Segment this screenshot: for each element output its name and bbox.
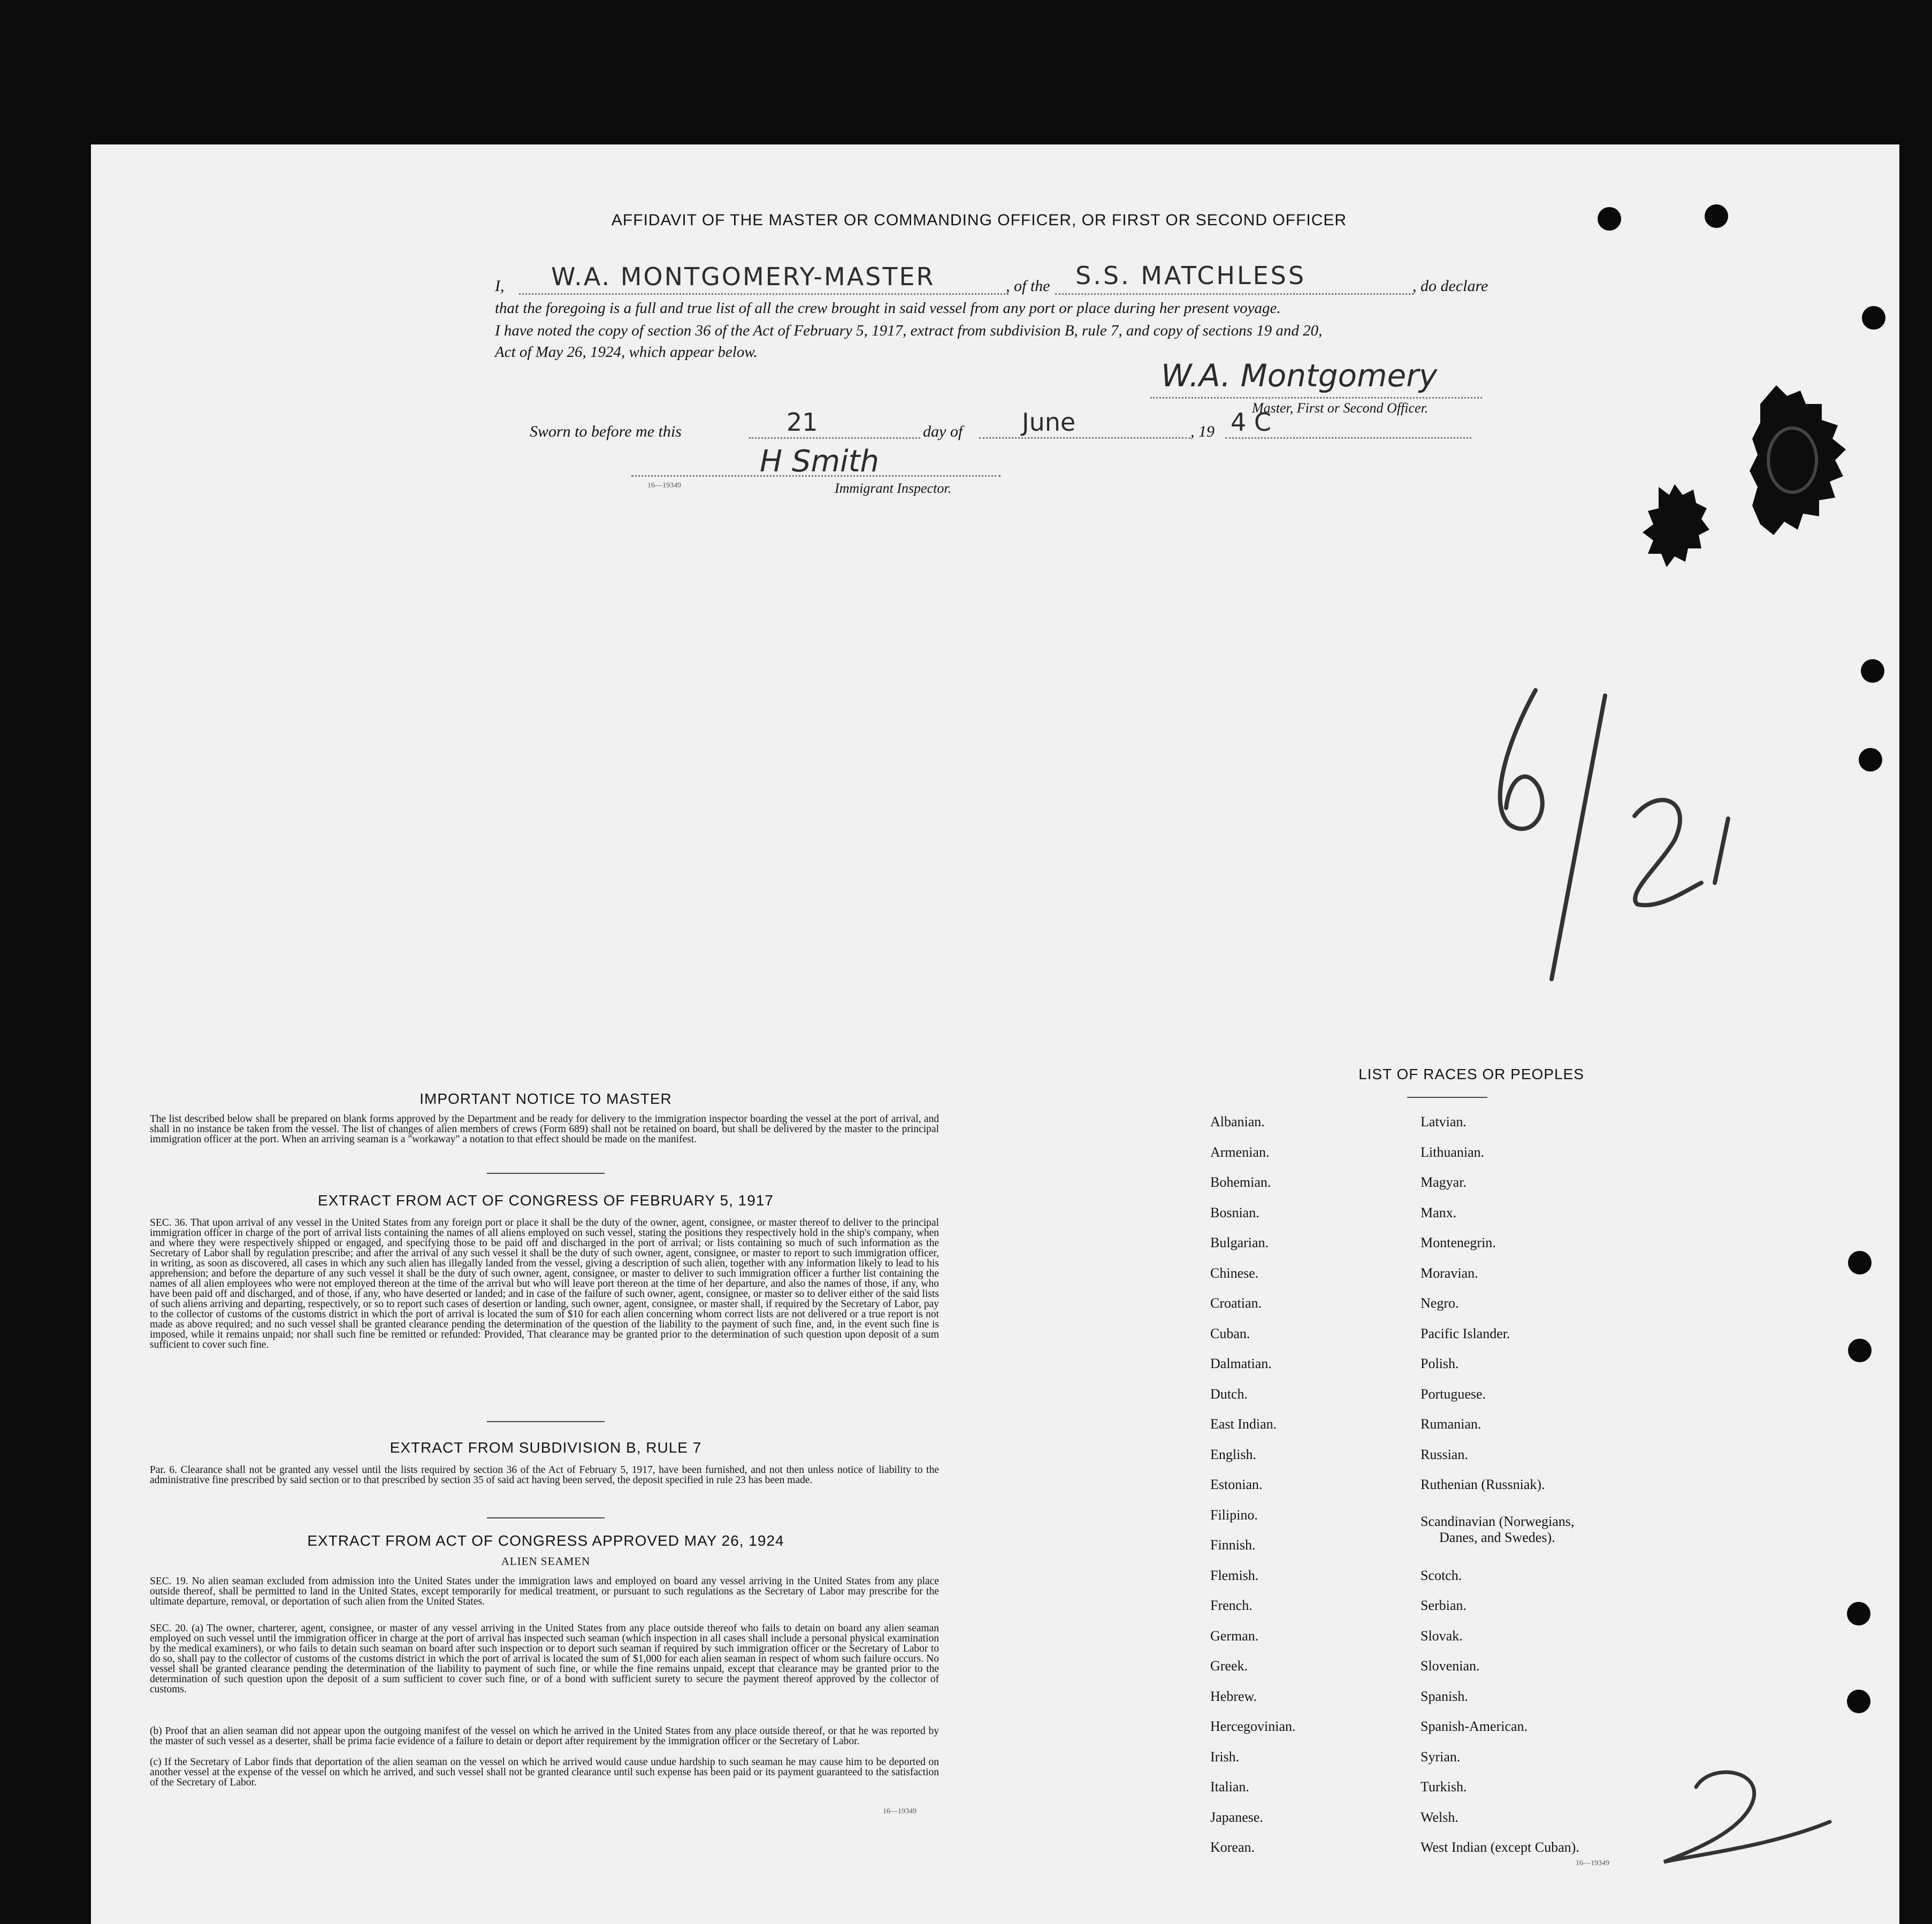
declarant-label: I, xyxy=(495,277,505,295)
race-item: Polish. xyxy=(1421,1356,1459,1371)
race-item: Moravian. xyxy=(1421,1265,1478,1281)
handwritten-page-number xyxy=(1653,1760,1835,1867)
affidavit-line-3: I have noted the copy of section 36 of the Act of February 5, 1917, extract from subdivision B, rule 7, and copy of sections 19 and 20, xyxy=(495,322,1323,339)
race-item: Albanian. xyxy=(1210,1114,1265,1129)
race-item: Spanish-American. xyxy=(1421,1719,1528,1734)
divider xyxy=(487,1421,605,1422)
notice-title: IMPORTANT NOTICE TO MASTER xyxy=(419,1090,672,1107)
race-item: Scotch. xyxy=(1421,1567,1462,1583)
race-item: Flemish. xyxy=(1210,1567,1259,1583)
master-name-handwritten: W.A. MONTGOMERY-MASTER xyxy=(551,262,935,291)
day-handwritten: 21 xyxy=(786,408,818,437)
do-declare-label: , do declare xyxy=(1412,277,1488,295)
rule7-title: EXTRACT FROM SUBDIVISION B, RULE 7 xyxy=(390,1439,702,1456)
race-item: French. xyxy=(1210,1598,1253,1613)
punch-hole xyxy=(1848,1339,1872,1362)
month-field xyxy=(979,415,1190,439)
year-field-line xyxy=(1225,437,1471,439)
race-item: Dalmatian. xyxy=(1210,1356,1272,1371)
race-item: Slovak. xyxy=(1421,1628,1463,1644)
race-item: Hebrew. xyxy=(1210,1688,1257,1704)
race-item: Portuguese. xyxy=(1421,1386,1486,1402)
rule7-body: Par. 6. Clearance shall not be granted any vessel until the lists required by section 36 of the Act of February 5, 1917, have been furnished, and not then unless notice of liability to the administrative fine prescribed by said section or to that prescribed by section 35 of said act having been served, the deposit specified in rule 23 has been made. xyxy=(150,1464,939,1486)
punch-hole xyxy=(1705,204,1728,228)
divider xyxy=(487,1517,605,1518)
race-item: Rumanian. xyxy=(1421,1416,1482,1432)
extract-1924-sec19: SEC. 19. No alien seaman excluded from admission into the United States under the immigration laws and employed on board any vessel arriving in the United States from any place outside thereof, shall be permitted to land in the United States, except temporarily for medical treatment, or pursuant to such regulations as the Secretary of Labor may prescribe for the ultimate departure, removal, or deportation of such alien from the United States. xyxy=(150,1576,939,1607)
punch-hole xyxy=(1861,659,1884,683)
day-of-label: day of xyxy=(923,423,963,440)
inspector-signature-line xyxy=(631,475,1001,477)
race-item: Bohemian. xyxy=(1210,1174,1271,1190)
race-item: Pacific Islander. xyxy=(1421,1325,1510,1341)
extract-1924-title: EXTRACT FROM ACT OF CONGRESS APPROVED MAY 26, 1924 xyxy=(307,1532,784,1549)
handwritten-date-note xyxy=(1477,679,1744,990)
race-item: Lithuanian. xyxy=(1421,1144,1485,1160)
race-item: Negro. xyxy=(1421,1295,1459,1311)
race-item: Korean. xyxy=(1210,1839,1255,1855)
punch-hole xyxy=(1848,1251,1872,1274)
races-title: LIST OF RACES OR PEOPLES xyxy=(1358,1066,1584,1082)
punch-hole xyxy=(1862,306,1885,330)
punch-hole xyxy=(1847,1602,1870,1625)
extract-1917-title: EXTRACT FROM ACT OF CONGRESS OF FEBRUARY 5, 1917 xyxy=(318,1192,774,1209)
inspector-signature: H Smith xyxy=(760,444,880,479)
race-item: Ruthenian (Russniak). xyxy=(1421,1477,1545,1492)
form-number: 16—19349 xyxy=(647,482,681,490)
affidavit-line-2: that the foregoing is a full and true list of all the crew brought in said vessel from any port or place during her present voyage. xyxy=(495,300,1281,317)
seal-stamp-icon xyxy=(1616,375,1867,589)
race-item: Dutch. xyxy=(1210,1386,1248,1402)
extract-1917-body: SEC. 36. That upon arrival of any vessel in the United States from any foreign port or place it shall be the duty of the owner, agent, consignee, or master thereof to deliver to the principal immigration officer in charge of the port of arrival lists containing the names of all aliens employed on such vessel, stating the positions they respectively hold in the ship's company, when and where they were respectively shipped or engaged, and specifying those to be paid off and discharged in the port of arrival; or lists containing so much of such information as the Secretary of Labor shall by regulation prescribe; and after the arrival of any such vessel it shall be the duty of such owner, agent, consignee, or master to report to such immigration officer, in writing, as soon as discovered, all cases in which any such alien has illegally landed from the vessel, giving a description of such alien, together with any information likely to lead to his apprehension; and before the departure of any such vessel it shall be the duty of such owner, agent, consignee, or master to deliver to such immigration officer a further list containing the names of all alien employees who were not employed thereon at the time of the arrival but who will leave port thereon at the time of her departure, and also the names of those, if any, who have been paid off and discharged, and of those, if any, who have deserted or landed; and in case of the failure of such owner, agent, consignee, or master so to deliver either of the said lists of such aliens arriving and departing, respectively, or so to report such cases of desertion or landing, such owner, agent, consignee, or master shall, if required by the Secretary of Labor, pay to the collector of customs of the customs district in which the port of arrival is located the sum of $10 for each alien concerning whom correct lists are not delivered or a true report is not made as above required; and no such vessel shall be granted clearance pending the determination of the question of the liability to the payment of such fine, and, in the event such fine is imposed, while it remains unpaid; nor shall such fine be remitted or refunded: Provided, That clearance may be granted prior to the determination of such question upon deposit of a sum sufficient to cover such fine. xyxy=(150,1217,939,1350)
race-item: Welsh. xyxy=(1421,1809,1458,1825)
form-number: 16—19349 xyxy=(883,1807,917,1815)
race-item: West Indian (except Cuban). xyxy=(1421,1839,1579,1855)
sworn-label: Sworn to before me this xyxy=(530,423,682,440)
race-item: Croatian. xyxy=(1210,1295,1262,1311)
day-field xyxy=(749,415,920,439)
race-item: Russian. xyxy=(1421,1446,1468,1462)
form-number: 16—19349 xyxy=(1576,1859,1609,1867)
race-item: Syrian. xyxy=(1421,1749,1461,1765)
month-handwritten: June xyxy=(1022,408,1076,437)
race-item: German. xyxy=(1210,1628,1259,1644)
race-item: Danes, and Swedes). xyxy=(1439,1529,1555,1545)
race-item: Chinese. xyxy=(1210,1265,1259,1281)
race-item: Bosnian. xyxy=(1210,1204,1259,1220)
of-the-label: , of the xyxy=(1006,277,1050,295)
extract-1924-sec20c: (c) If the Secretary of Labor finds that deportation of the alien seaman on the vessel on which he arrived would cause undue hardship to such seaman he may cause him to be deported on another vessel at the expense of the vessel on which he arrived, and such vessel shall not be granted clearance until such expense has been paid or its payment guaranteed to the satisfaction of the Secretary of Labor. xyxy=(150,1757,939,1788)
punch-hole xyxy=(1859,748,1882,772)
notice-body: The list described below shall be prepared on blank forms approved by the Department and be ready for delivery to the immigration inspector boarding the vessel at the port of arrival, and shall in no instance be taken from the vessel. The list of changes of alien members of crews (Form 689) shall not be retained on board, but shall be delivered by the master to the principal immigration officer at the port. When an arriving seaman is a "workaway" a notation to that effect should be made on the manifest. xyxy=(150,1113,939,1145)
race-item: Magyar. xyxy=(1421,1174,1467,1190)
page-note-text xyxy=(0,0,1,1)
race-item: Spanish. xyxy=(1421,1688,1468,1704)
race-item: Cuban. xyxy=(1210,1325,1250,1341)
divider xyxy=(487,1173,605,1174)
race-item: Estonian. xyxy=(1210,1477,1263,1492)
extract-1924-subtitle: ALIEN SEAMEN xyxy=(501,1555,591,1568)
punch-hole xyxy=(1598,207,1621,231)
race-item: Hercegovinian. xyxy=(1210,1719,1296,1734)
race-item: East Indian. xyxy=(1210,1416,1277,1432)
race-item: Finnish. xyxy=(1210,1537,1256,1553)
affidavit-title: AFFIDAVIT OF THE MASTER OR COMMANDING OFFICER, OR FIRST OR SECOND OFFICER xyxy=(611,211,1347,229)
race-item: Armenian. xyxy=(1210,1144,1270,1160)
divider xyxy=(1407,1097,1487,1098)
race-item: Slovenian. xyxy=(1421,1658,1480,1674)
race-item: Japanese. xyxy=(1210,1809,1263,1825)
race-item: Italian. xyxy=(1210,1779,1249,1795)
race-item: Filipino. xyxy=(1210,1507,1258,1523)
affidavit-line-4: Act of May 26, 1924, which appear below. xyxy=(495,343,758,361)
inspector-caption: Immigrant Inspector. xyxy=(835,480,952,496)
race-item: English. xyxy=(1210,1446,1256,1462)
master-signature: W.A. Montgomery xyxy=(1161,357,1438,394)
race-item: Serbian. xyxy=(1421,1598,1467,1613)
race-item: Latvian. xyxy=(1421,1114,1467,1129)
race-item: Irish. xyxy=(1210,1749,1240,1765)
year-handwritten: 4 C xyxy=(1231,408,1272,437)
race-item: Bulgarian. xyxy=(1210,1235,1269,1250)
vessel-name-handwritten: S.S. MATCHLESS xyxy=(1075,261,1307,290)
year-prefix: , 19 xyxy=(1190,423,1215,440)
race-item: Greek. xyxy=(1210,1658,1248,1674)
master-signature-caption: Master, First or Second Officer. xyxy=(1252,400,1429,416)
race-item: Scandinavian (Norwegians, xyxy=(1421,1513,1575,1529)
race-item: Turkish. xyxy=(1421,1779,1467,1795)
race-item: Montenegrin. xyxy=(1421,1235,1496,1250)
punch-hole xyxy=(1847,1690,1870,1713)
race-item: Manx. xyxy=(1421,1204,1457,1220)
extract-1924-sec20a: SEC. 20. (a) The owner, charterer, agent, consignee, or master of any vessel arriving in the United States from any place outside thereof who fails to detain on board any alien seaman employed on such vessel until the immigration officer in charge at the port of arrival has inspected such seaman (which inspection in all cases shall include a personal physical examination by the medical examiners), or who fails to detain such seaman on board after such inspection or to deport such seaman if required by such immigration officer or the Secretary of Labor to do so, shall pay to the collector of customs of the customs district in which the port of arrival is located the sum of $1,000 for each alien seaman in respect of whom such failure occurs. No vessel shall be granted clearance pending the determination of the liability to payment of such fine, or while the fine remains unpaid, except that clearance may be granted prior to the determination of such question upon the deposit of a sum sufficient to cover such fine, or of a bond with sufficient surety to secure the payment thereof approved by the collector of customs. xyxy=(150,1623,939,1695)
master-signature-line xyxy=(1150,397,1482,399)
extract-1924-sec20b: (b) Proof that an alien seaman did not appear upon the outgoing manifest of the vessel on which he arrived in the United States from any place outside thereof, or that he was reported by the master of such vessel as a deserter, shall be prima facie evidence of a failure to detain or deport after requirement by the immigration officer or the Secretary of Labor. xyxy=(150,1726,939,1747)
